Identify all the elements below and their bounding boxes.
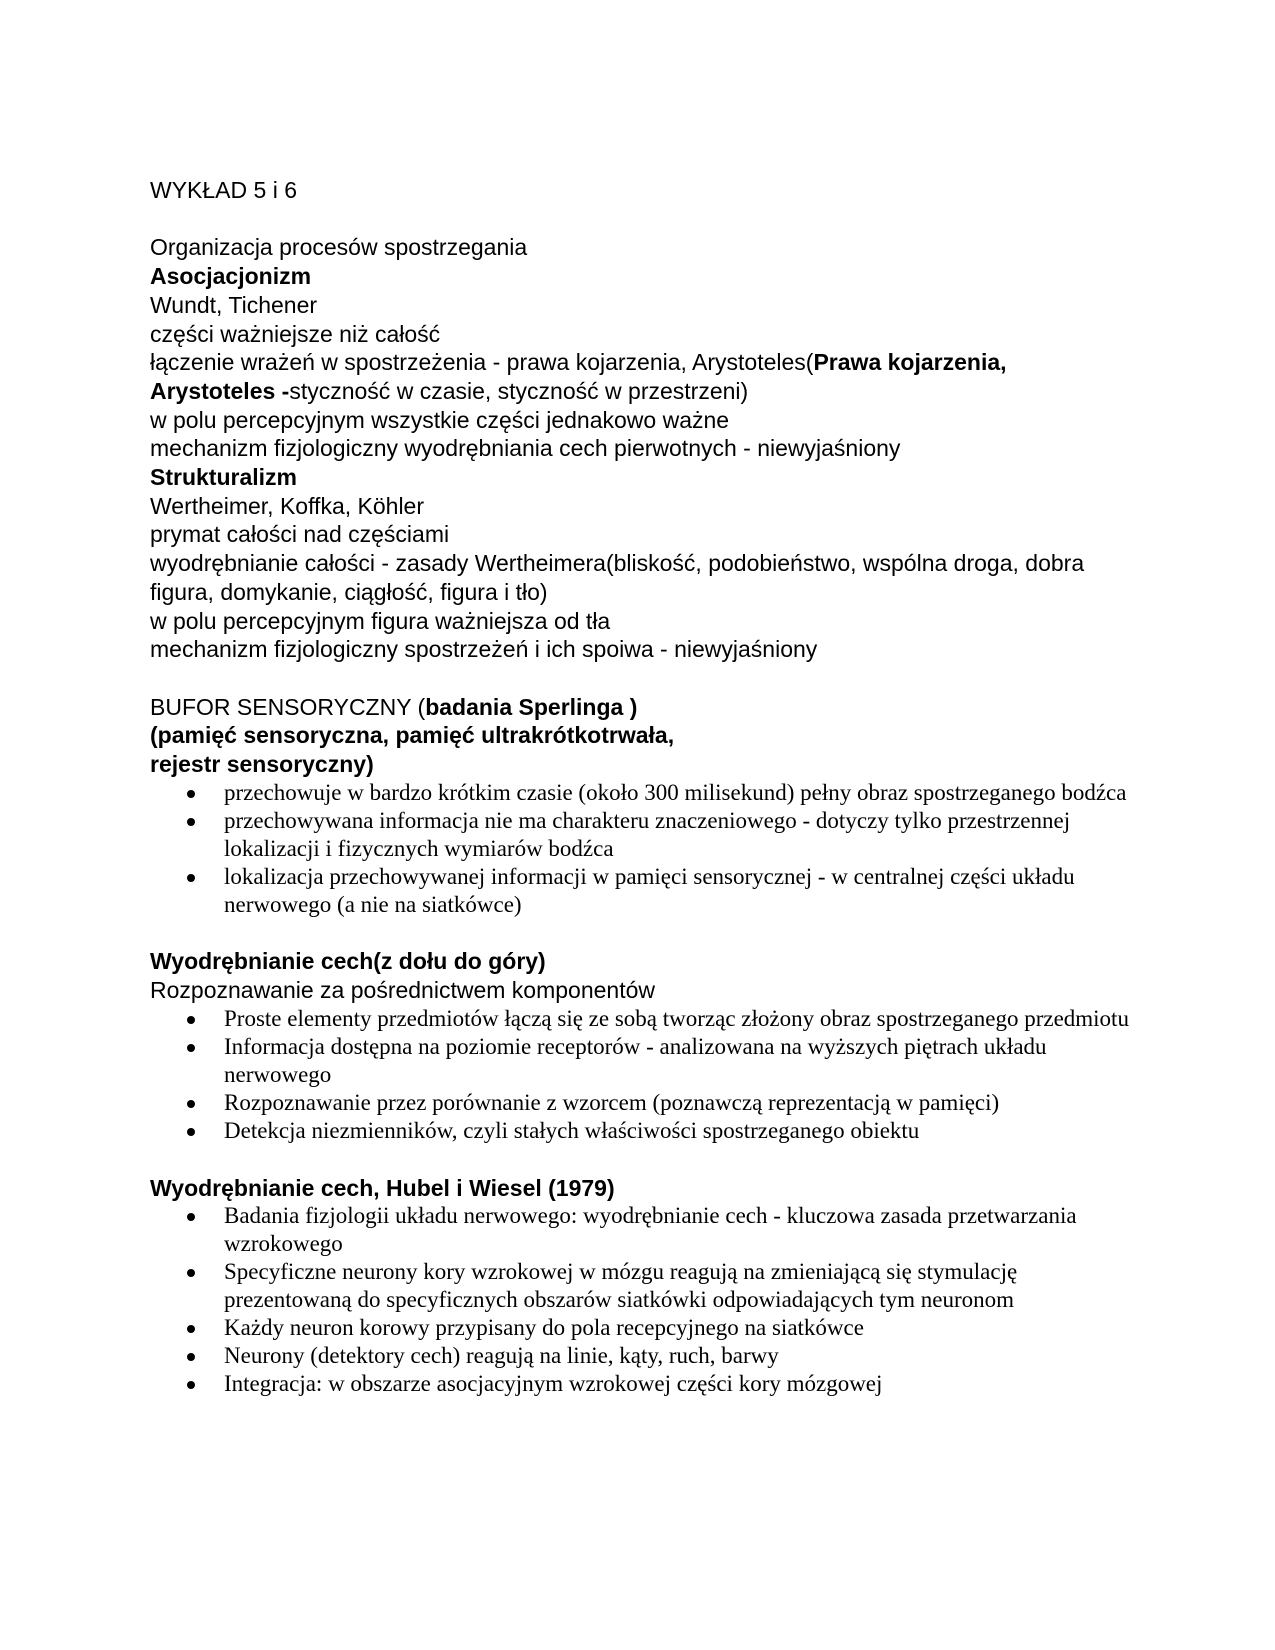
struct-title: Strukturalizm xyxy=(150,464,297,491)
wyod2-title: Wyodrębnianie cech, Hubel i Wiesel (1979) xyxy=(150,1174,615,1201)
wyod1-list xyxy=(150,1005,1130,1145)
wyod1-subtitle: Rozpoznawanie za pośrednictwem komponentów xyxy=(150,977,656,1004)
list-item xyxy=(224,863,1130,919)
spacer xyxy=(150,205,1130,234)
struct-authors: Wertheimer, Koffka, Köhler xyxy=(150,492,425,519)
bullet-icon xyxy=(187,1353,195,1361)
assoc-line4: mechanizm fizjologiczny wyodrębniania cech pierwotnych - niewyjaśniony xyxy=(150,435,901,462)
bullet-icon xyxy=(187,1016,195,1024)
section-heading: Organizacja procesów spostrzegania xyxy=(150,234,528,261)
assoc-line2-plain: łączenie wrażeń w spostrzeżenia - prawa kojarzenia, Arystoteles( xyxy=(150,349,814,376)
list-item-text: przechowywana informacja nie ma charakteru znaczeniowego - dotyczy tylko przestrzennej lokalizacji i fizycznych wymiarów bodźca xyxy=(224,807,1071,861)
list-item xyxy=(224,1314,1130,1342)
struct-line1: prymat całości nad częściami xyxy=(150,521,450,548)
assoc-line3: w polu percepcyjnym wszystkie części jednakowo ważne xyxy=(150,406,730,433)
struct-line2: wyodrębnianie całości - zasady Wertheimera(bliskość, podobieństwo, wspólna droga, dobra figura, domykanie, ciągłość, figura i tło) xyxy=(150,550,1085,605)
list-item-text: Rozpoznawanie przez porównanie z wzorcem (poznawczą reprezentacją w pamięci) xyxy=(224,1089,1000,1115)
list-item xyxy=(224,1202,1130,1258)
wyod2-list xyxy=(150,1202,1130,1398)
list-item xyxy=(224,1089,1130,1117)
bullet-icon xyxy=(187,1213,195,1221)
bullet-icon xyxy=(187,1128,195,1136)
bufor-title xyxy=(150,693,1130,722)
list-item-text: Proste elementy przedmiotów łączą się ze sobą tworząc złożony obraz spostrzeganego przedmiotu xyxy=(224,1005,1129,1031)
assoc-line1: części ważniejsze niż całość xyxy=(150,320,441,347)
bufor-subtitle-1: (pamięć sensoryczna, pamięć ultrakrótkotrwała, xyxy=(150,722,675,749)
assoc-line2-rest: styczność w czasie, styczność w przestrzeni) xyxy=(289,377,749,404)
bullet-icon xyxy=(187,818,195,826)
assoc-authors: Wundt, Tichener xyxy=(150,291,318,318)
bullet-icon xyxy=(187,1381,195,1389)
bufor-subtitle-2: rejestr sensoryczny) xyxy=(150,751,374,778)
struct-line3: w polu percepcyjnym figura ważniejsza od tła xyxy=(150,607,611,634)
list-item xyxy=(224,1370,1130,1398)
list-item-text: Detekcja niezmienników, czyli stałych właściwości spostrzeganego obiektu xyxy=(224,1117,920,1143)
list-item xyxy=(224,1117,1130,1145)
bufor-title-bold: badania Sperlinga ) xyxy=(425,693,638,720)
bufor-list xyxy=(150,779,1130,919)
bullet-icon xyxy=(187,1269,195,1277)
list-item-text: przechowuje w bardzo krótkim czasie (około 300 milisekund) pełny obraz spostrzeganego bodźca xyxy=(224,779,1127,805)
list-item-text: Specyficzne neurony kory wzrokowej w mózgu reagują na zmieniającą się stymulację prezentowaną do specyficznych obszarów siatkówki odpowiadających tym neuronom xyxy=(224,1259,1018,1313)
bullet-icon xyxy=(187,1325,195,1333)
list-item-text: Badania fizjologii układu nerwowego: wyodrębnianie cech - kluczowa zasada przetwarzania wzrokowego xyxy=(224,1203,1077,1257)
list-item-text: Informacja dostępna na poziomie receptorów - analizowana na wyższych piętrach układu nerwowego xyxy=(224,1033,1047,1087)
list-item xyxy=(224,1342,1130,1370)
assoc-line2 xyxy=(150,348,1130,405)
spacer xyxy=(150,919,1130,948)
document-page xyxy=(150,176,1130,1398)
list-item-text: Neurony (detektory cech) reagują na linie, kąty, ruch, barwy xyxy=(224,1343,779,1369)
list-item-text: Integracja: w obszarze asocjacyjnym wzrokowej części kory mózgowej xyxy=(224,1371,883,1397)
bullet-icon xyxy=(187,1044,195,1052)
assoc-title: Asocjacjonizm xyxy=(150,263,312,290)
assoc-line2-bold: Prawa kojarzenia, Arystoteles - xyxy=(150,349,1007,404)
list-item xyxy=(224,1258,1130,1314)
list-item-text: lokalizacja przechowywanej informacji w pamięci sensorycznej - w centralnej części układu nerwowego (a nie na siatkówce) xyxy=(224,863,1075,917)
list-item xyxy=(224,1033,1130,1089)
page-title: WYKŁAD 5 i 6 xyxy=(150,177,297,203)
struct-line4: mechanizm fizjologiczny spostrzeżeń i ich spoiwa - niewyjaśniony xyxy=(150,636,818,663)
spacer xyxy=(150,1145,1130,1174)
list-item xyxy=(224,779,1130,807)
list-item-text: Każdy neuron korowy przypisany do pola recepcyjnego na siatkówce xyxy=(224,1315,864,1341)
bullet-icon xyxy=(187,1100,195,1108)
spacer xyxy=(150,664,1130,693)
bullet-icon xyxy=(187,790,195,798)
list-item xyxy=(224,807,1130,863)
list-item xyxy=(224,1005,1130,1033)
bullet-icon xyxy=(187,874,195,882)
bufor-title-plain: BUFOR SENSORYCZNY ( xyxy=(150,693,426,720)
wyod1-title: Wyodrębnianie cech(z dołu do góry) xyxy=(150,948,546,975)
